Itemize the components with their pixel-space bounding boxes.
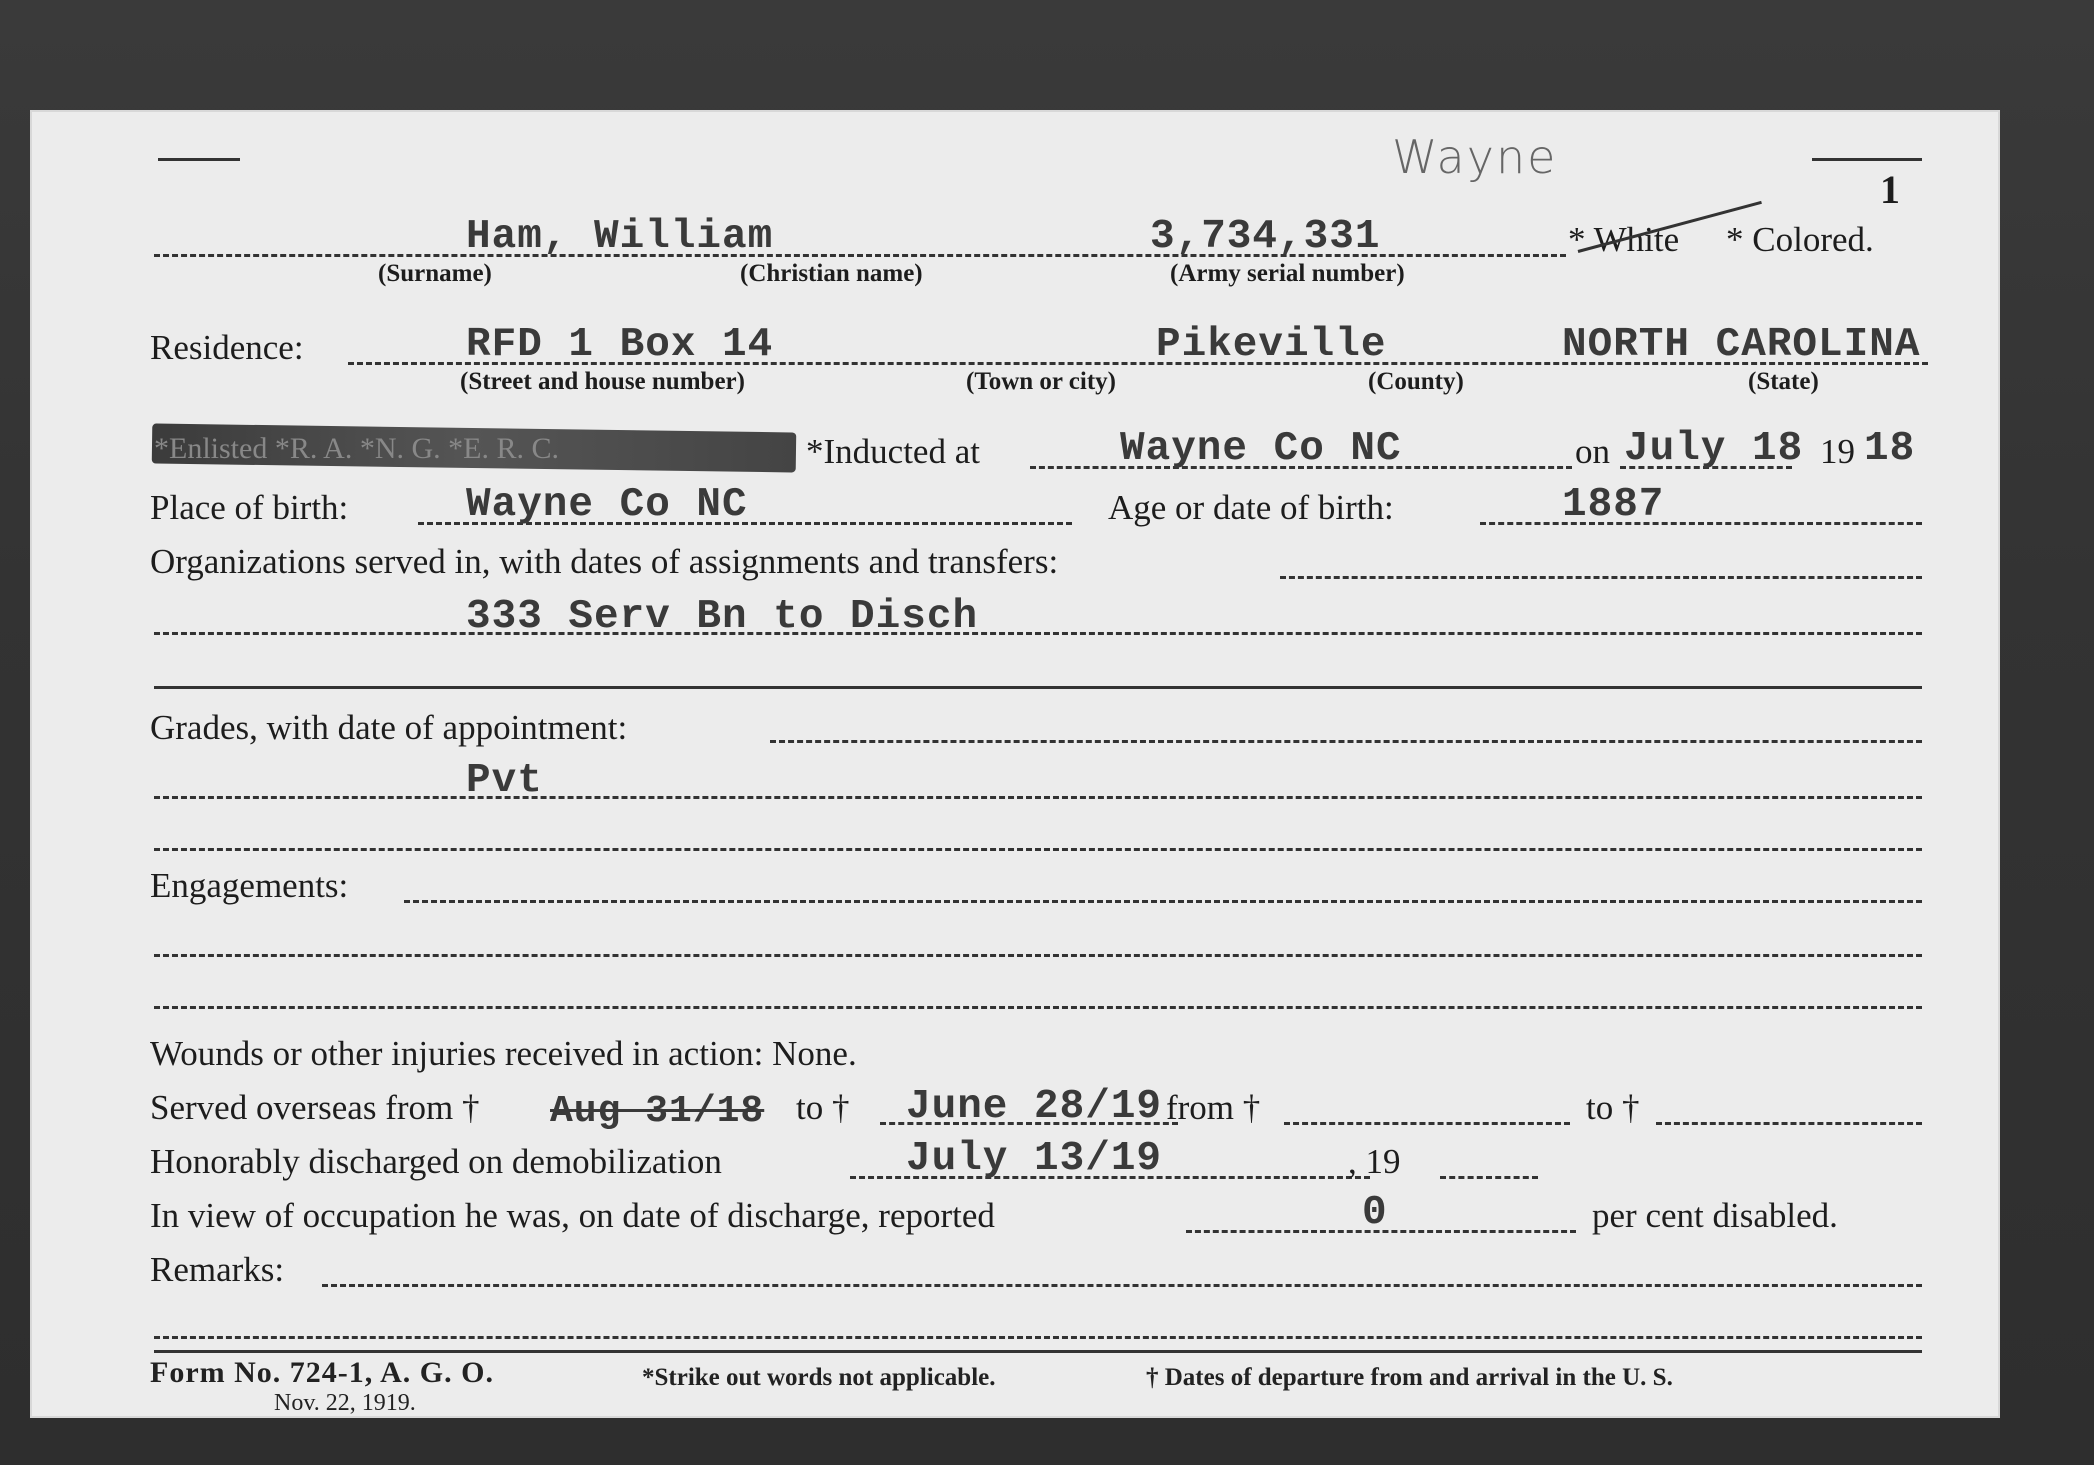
state-caption: (State) — [1748, 368, 1819, 395]
engagements-rule-2 — [154, 954, 1922, 957]
surname-caption: (Surname) — [378, 260, 492, 287]
place-of-birth-value: Wayne Co NC — [466, 482, 748, 528]
overseas-to-label-1: to † — [796, 1088, 850, 1127]
disability-value: 0 — [1362, 1190, 1388, 1236]
top-right-rule — [1812, 158, 1922, 161]
year-prefix: 19 — [1820, 432, 1855, 471]
christian-caption: (Christian name) — [740, 260, 923, 287]
engagements-label: Engagements: — [150, 866, 349, 905]
remarks-rule-1 — [322, 1284, 1922, 1287]
grades-rule-1 — [770, 740, 1922, 743]
age-value: 1887 — [1562, 482, 1665, 528]
disability-suffix: per cent disabled. — [1592, 1196, 1838, 1235]
overseas-to-rule-2 — [1656, 1122, 1922, 1125]
county-handwritten: Wayne — [1392, 130, 1558, 184]
strike-note: *Strike out words not applicable. — [642, 1364, 996, 1391]
year-suffix: 18 — [1864, 426, 1916, 472]
organizations-rule-1 — [1280, 576, 1922, 579]
residence-town: Pikeville — [1156, 322, 1387, 368]
struck-options: *Enlisted *R. A. *N. G. *E. R. C. — [154, 432, 560, 465]
top-left-rule — [158, 158, 240, 161]
form-number: Form No. 724-1, A. G. O. — [150, 1356, 494, 1389]
overseas-from-label-2: from † — [1166, 1088, 1261, 1127]
town-caption: (Town or city) — [966, 368, 1116, 395]
overseas-to-label-2: to † — [1586, 1088, 1640, 1127]
organizations-rule-2 — [154, 632, 1922, 635]
race-white-text: * White — [1568, 220, 1680, 259]
grades-rule-2 — [154, 796, 1922, 799]
serial-caption: (Army serial number) — [1170, 260, 1405, 287]
grades-value: Pvt — [466, 758, 543, 804]
age-rule — [1480, 522, 1922, 525]
residence-street: RFD 1 Box 14 — [466, 322, 774, 368]
remarks-rule-2 — [154, 1336, 1922, 1339]
organizations-label: Organizations served in, with dates of assignments and transfers: — [150, 542, 1059, 581]
discharge-value: July 13/19 — [906, 1136, 1163, 1182]
engagements-rule-3 — [154, 1006, 1922, 1009]
age-label: Age or date of birth: — [1108, 488, 1394, 527]
card-number: 1 — [1880, 167, 1900, 212]
inducted-place: Wayne Co NC — [1120, 426, 1402, 472]
dates-note: † Dates of departure from and arrival in the U. S. — [1146, 1364, 1673, 1391]
overseas-from-1: Aug 31/18 — [550, 1090, 765, 1133]
place-of-birth-label: Place of birth: — [150, 488, 349, 527]
remarks-rule-3 — [154, 1350, 1922, 1353]
engagements-rule-1 — [404, 900, 1922, 903]
grades-rule-3 — [154, 848, 1922, 851]
on-label: on — [1575, 432, 1610, 471]
county-caption: (County) — [1368, 368, 1464, 395]
remarks-label: Remarks: — [150, 1250, 285, 1289]
overseas-from-rule-2 — [1284, 1122, 1570, 1125]
organizations-rule-3 — [154, 686, 1922, 689]
discharge-label: Honorably discharged on demobilization — [150, 1142, 722, 1181]
serial-value: 3,734,331 — [1150, 214, 1381, 260]
service-record-card — [30, 110, 2000, 1418]
overseas-label: Served overseas from † — [150, 1088, 480, 1127]
overseas-to-1: June 28/19 — [906, 1084, 1163, 1130]
residence-state: NORTH CAROLINA — [1562, 322, 1921, 368]
wounds-label: Wounds or other injuries received in action: None. — [150, 1034, 857, 1073]
organizations-value: 333 Serv Bn to Disch — [466, 594, 979, 640]
discharge-year: , 19 — [1348, 1142, 1401, 1181]
disability-label: In view of occupation he was, on date of discharge, reported — [150, 1196, 995, 1235]
street-caption: (Street and house number) — [460, 368, 745, 395]
grades-label: Grades, with date of appointment: — [150, 708, 628, 747]
race-colored: * Colored. — [1726, 220, 1874, 259]
discharge-year-rule — [1440, 1176, 1538, 1179]
inducted-label: *Inducted at — [806, 432, 980, 471]
residence-label: Residence: — [150, 328, 304, 367]
form-date: Nov. 22, 1919. — [274, 1390, 416, 1416]
name-value: Ham, William — [466, 214, 774, 260]
induction-date: July 18 — [1624, 426, 1804, 472]
